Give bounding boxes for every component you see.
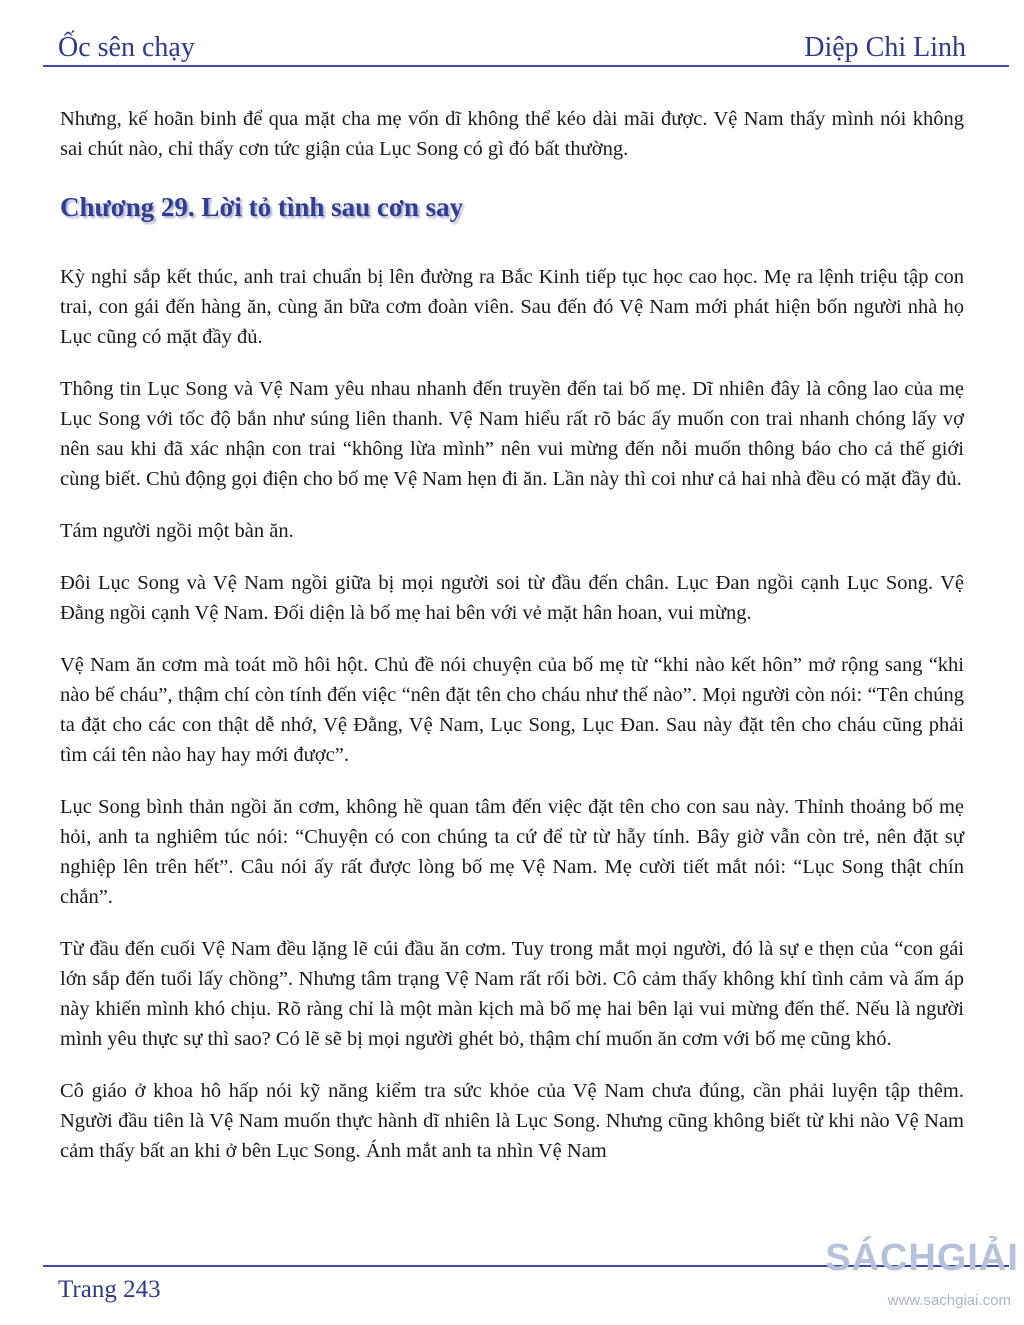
book-title: Ốc sên chạy <box>58 32 195 63</box>
page-header <box>58 24 966 64</box>
header-divider <box>43 65 1009 67</box>
watermark-url: www.sachgiai.com <box>887 1292 1011 1309</box>
body-paragraph: Từ đầu đến cuối Vệ Nam đều lặng lẽ cúi đầu ăn cơm. Tuy trong mắt mọi người, đó là sự e thẹn của “con gái lớn sắp đến tuổi lấy chồng”. Nhưng tâm trạng Vệ Nam rất rối bời. Cô cảm thấy không khí tình cảm và ấm áp này khiến mình khó chịu. Rõ ràng chỉ là một màn kịch mà bố mẹ hai bên lại vui mừng đến thế. Nếu là người mình yêu thực sự thì sao? Có lẽ sẽ bị mọi người ghét bỏ, thậm chí muốn ăn cơm với bố mẹ cũng khó. <box>60 938 964 1050</box>
body-paragraph: Cô giáo ở khoa hô hấp nói kỹ năng kiểm tra sức khỏe của Vệ Nam chưa đúng, cần phải luyện tập thêm. Người đầu tiên là Vệ Nam muốn thực hành dĩ nhiên là Lục Song. Nhưng cũng không biết từ khi nào Vệ Nam cảm thấy bất an khi ở bên Lục Song. Ánh mắt anh ta nhìn Vệ Nam <box>60 1080 964 1162</box>
page-number: Trang 243 <box>58 1276 161 1303</box>
body-paragraph: Thông tin Lục Song và Vệ Nam yêu nhau nhanh đến truyền đến tai bố mẹ. Dĩ nhiên đây là công lao của mẹ Lục Song với tốc độ bắn như súng liên thanh. Vệ Nam hiểu rất rõ bác ấy muốn con trai nhanh chóng lấy vợ nên sau khi đã xác nhận con trai “không lừa mình” nên vui mừng đến nỗi muốn thông báo cho cả thế giới cùng biết. Chủ động gọi điện cho bố mẹ Vệ Nam hẹn đi ăn. Lần này thì coi như cả hai nhà đều có mặt đầy đủ. <box>60 378 964 490</box>
body-paragraph: Vệ Nam ăn cơm mà toát mồ hôi hột. Chủ đề nói chuyện của bố mẹ từ “khi nào kết hôn” mở rộng sang “khi nào bế cháu”, thậm chí còn tính đến việc “nên đặt tên cho cháu như thế nào”. Mọi người còn nói: “Tên chúng ta đặt cho các con thật dễ nhớ, Vệ Đằng, Vệ Nam, Lục Song, Lục Đan. Sau này đặt tên cho cháu cũng phải tìm cái tên nào hay hay mới được”. <box>60 654 964 766</box>
body-paragraph: Đôi Lục Song và Vệ Nam ngồi giữa bị mọi người soi từ đầu đến chân. Lục Đan ngồi cạnh Lục Song. Vệ Đằng ngồi cạnh Vệ Nam. Đối diện là bố mẹ hai bên với vẻ mặt hân hoan, vui mừng. <box>60 572 964 624</box>
body-paragraph: Kỳ nghỉ sắp kết thúc, anh trai chuẩn bị lên đường ra Bắc Kinh tiếp tục học cao học. Mẹ ra lệnh triệu tập con trai, con gái đến hàng ăn, cùng ăn bữa cơm đoàn viên. Sau đến đó Vệ Nam mới phát hiện bốn người nhà họ Lục cũng có mặt đầy đủ. <box>60 266 964 348</box>
watermark <box>809 1238 1019 1318</box>
chapter-title: Chương 29. Lời tỏ tình sau cơn say <box>60 192 464 222</box>
watermark-logo: SÁCHGIẢI <box>825 1237 1019 1279</box>
body-paragraph: Lục Song bình thản ngồi ăn cơm, không hề quan tâm đến việc đặt tên cho con sau này. Thỉnh thoảng bố mẹ hỏi, anh ta nghiêm túc nói: “Chuyện có con chúng ta cứ để từ từ hẵy tính. Bây giờ vẫn còn trẻ, nên đặt sự nghiệp lên trên hết”. Câu nói ấy rất được lòng bố mẹ Vệ Nam. Mẹ cười tiết mắt nói: “Lục Song thật chín chắn”. <box>60 796 964 908</box>
intro-paragraph: Nhưng, kế hoãn binh để qua mặt cha mẹ vốn dĩ không thể kéo dài mãi được. Vệ Nam thấy mình nói không sai chút nào, chỉ thấy cơn tức giận của Lục Song có gì đó bất thường. <box>60 108 964 160</box>
page-body <box>60 104 964 1188</box>
body-paragraph: Tám người ngồi một bàn ăn. <box>60 520 294 542</box>
author-name: Diệp Chi Linh <box>804 32 966 63</box>
